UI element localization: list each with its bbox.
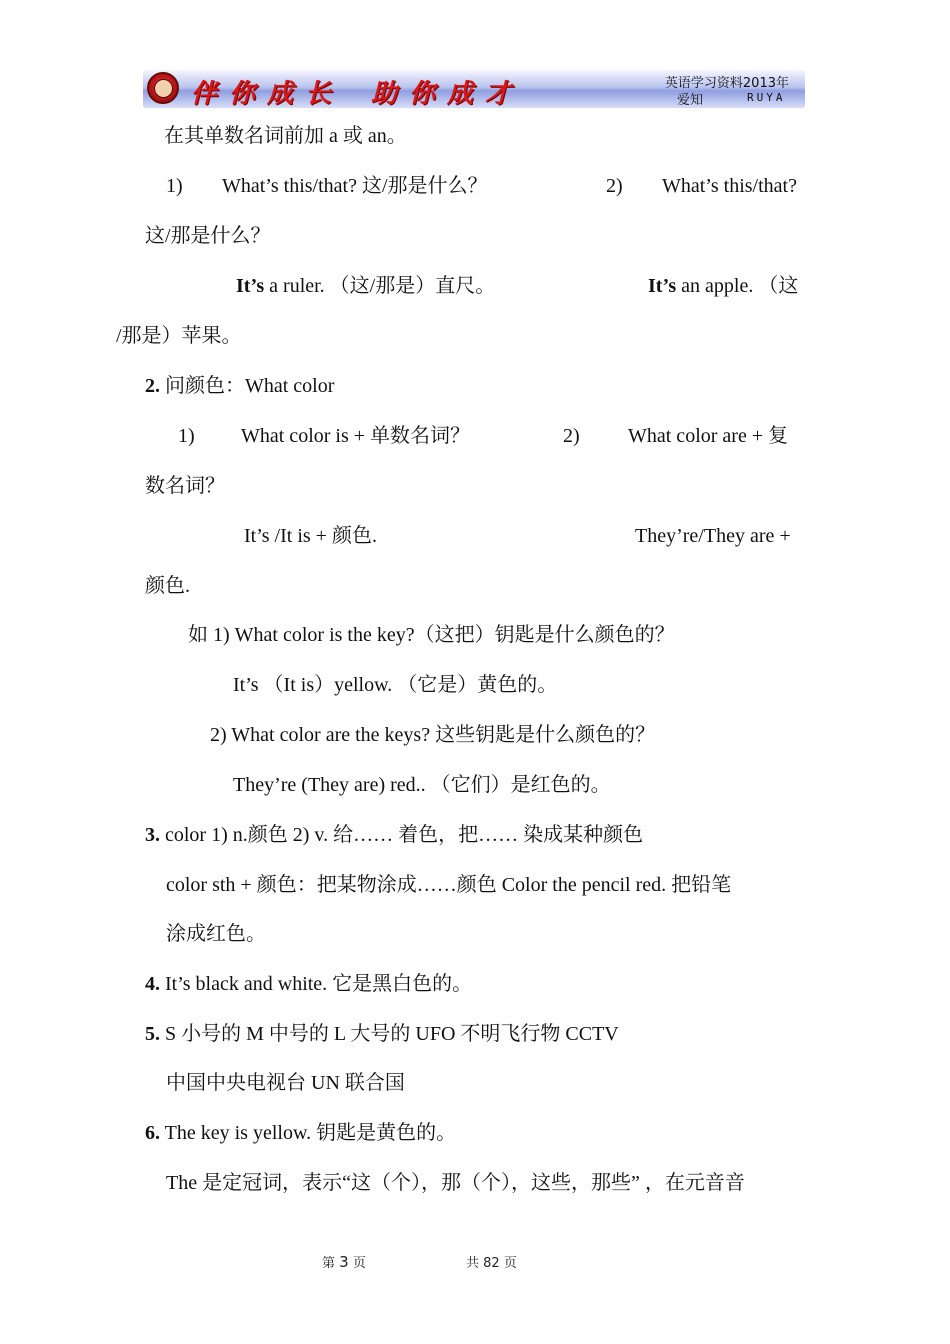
text-line-17: 涂成红色。 (166, 923, 266, 945)
text-line-10: 颜色. (145, 575, 190, 597)
text-line-9b: They’re/They are + (635, 525, 791, 547)
text-line-2c: 2) (606, 175, 623, 197)
item-number: 3. (145, 824, 160, 846)
text-line-4a (236, 274, 495, 298)
item-number: 6. (145, 1122, 160, 1144)
logo-icon (147, 72, 179, 104)
text-line-7c: 2) (563, 425, 580, 447)
text-line-11: 如 1) What color is the key?（这把）钥匙是什么颜色的？ (188, 624, 675, 646)
text-line-18 (145, 972, 472, 996)
text-line-6-rest: 问颜色：What color (160, 375, 335, 397)
header-subtitle: 爱知 (677, 93, 704, 108)
text-line-20: 中国中央电视台 UN 联合国 (166, 1072, 405, 1094)
bold-its: It’s (648, 275, 677, 297)
text-line-13: 2) What color are the keys? 这些钥匙是什么颜色的？ (210, 724, 656, 746)
header-title: 英语学习资料2013年 (664, 76, 789, 91)
text-line-2a: 1) (166, 175, 183, 197)
total-prefix: 共 (466, 1256, 480, 1271)
total-suffix: 页 (503, 1256, 517, 1271)
page-total (466, 1252, 517, 1271)
text-line-18-rest: It’s black and white. 它是黑白色的。 (160, 973, 473, 995)
text-line-2b: What’s this/that? 这/那是什么？ (222, 175, 488, 197)
text-line-4a-rest: a ruler. （这/那是）直尺。 (264, 275, 496, 297)
item-number: 2. (145, 375, 160, 397)
text-line-8: 数名词？ (145, 475, 225, 497)
total-num: 82 (483, 1256, 500, 1271)
text-line-15 (145, 823, 643, 847)
text-line-6 (145, 374, 334, 398)
logo-inner-icon (154, 79, 173, 98)
text-line-19 (145, 1022, 619, 1046)
text-line-16: color sth + 颜色：把某物涂成……颜色 Color the pencil red. 把铅笔 (166, 874, 732, 896)
header-brand: RUYA (747, 91, 786, 104)
text-line-7a: 1) (178, 425, 195, 447)
text-line-21-rest: The key is yellow. 钥匙是黄色的。 (160, 1122, 457, 1144)
text-line-7d: What color are + 复 (628, 425, 789, 447)
page-suffix: 页 (352, 1256, 366, 1271)
text-line-22: The 是定冠词，表示“这（个），那（个），这些，那些” ，在元音音 (166, 1172, 745, 1194)
bold-its: It’s (236, 275, 265, 297)
text-line-5: /那是）苹果。 (116, 325, 242, 347)
item-number: 5. (145, 1023, 160, 1045)
item-number: 4. (145, 973, 160, 995)
text-line-3: 这/那是什么？ (145, 225, 271, 247)
page-number (322, 1252, 366, 1271)
text-line-4b (648, 274, 798, 298)
text-line-9a: It’s /It is + 颜色. (244, 525, 377, 547)
text-line-12: It’s （It is）yellow. （它是）黄色的。 (233, 674, 558, 696)
text-line-19-rest: S 小号的 M 中号的 L 大号的 UFO 不明飞行物 CCTV (160, 1023, 619, 1045)
text-line-2d: What’s this/that? (662, 175, 797, 197)
page-prefix: 第 (322, 1256, 336, 1271)
header-motto-2: 助你成才 (371, 79, 524, 109)
text-line-21 (145, 1121, 456, 1145)
text-line-1: 在其单数名词前加 a 或 an。 (164, 125, 407, 147)
page-num: 3 (339, 1253, 349, 1271)
text-line-4b-rest: an apple. （这 (676, 275, 799, 297)
text-line-7b: What color is + 单数名词？ (241, 425, 471, 447)
text-line-14: They’re (They are) red.. （它们）是红色的。 (233, 774, 611, 796)
text-line-15-rest: color 1) n.颜色 2) v. 给…… 着色，把…… 染成某种颜色 (160, 824, 644, 846)
header-motto-1: 伴你成长 (191, 79, 344, 109)
header-banner (143, 70, 805, 108)
